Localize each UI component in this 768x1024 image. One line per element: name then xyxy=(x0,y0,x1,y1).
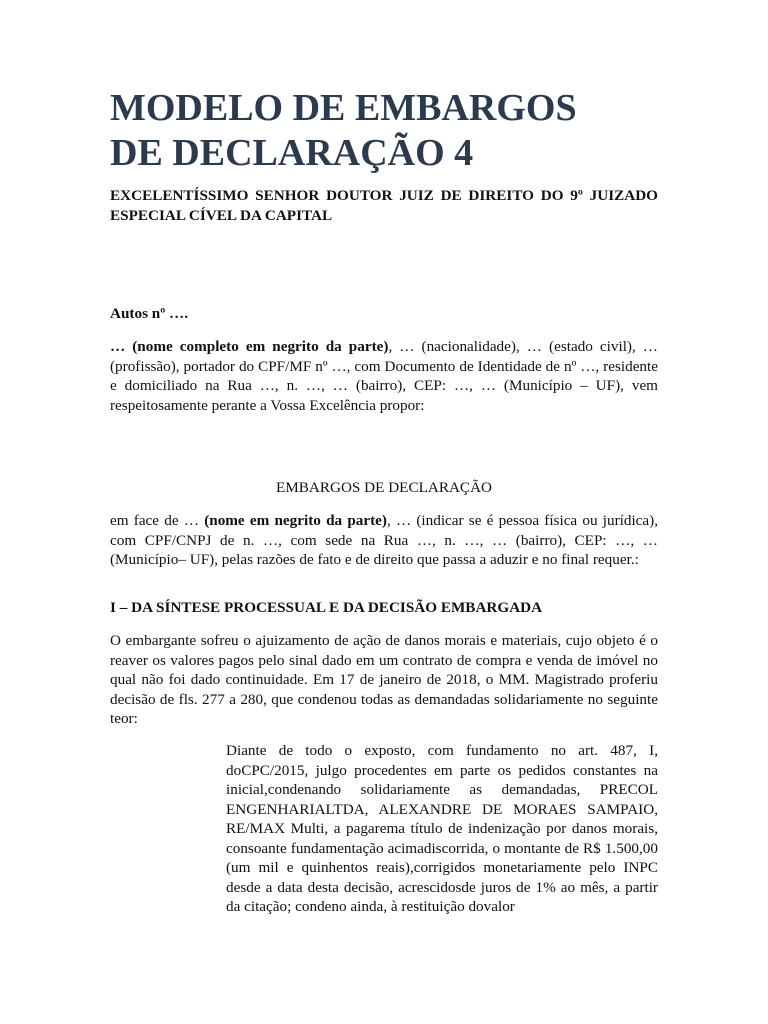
against-prefix: em face de … xyxy=(110,512,205,529)
defendant-details: , … (indicar se é pessoa física ou jurídica), com CPF/CNPJ de n. …, com sede na Rua …, n. …, … (bairro), CEP: …, … (Município– UF), pelas razões de fato e de direito que passa a aduzir e no final requer.: xyxy=(110,512,659,568)
party-name-placeholder: … (nome completo em negrito da parte) xyxy=(110,338,389,355)
addressee: EXCELENTÍSSIMO SENHOR DOUTOR JUIZ DE DIREITO DO 9º JUIZADO ESPECIAL CÍVEL DA CAPITAL xyxy=(110,187,658,224)
page-title xyxy=(110,86,670,176)
section-body: O embargante sofreu o ajuizamento de ação de danos morais e materiais, cujo objeto é o reaver os valores pagos pelo sinal dado em um contrato de compra e venda de imóvel no qual não foi dado continuidade. Em 17 de janeiro de 2018, o MM. Magistrado proferiu decisão de fls. 277 a 280, que condenou todas as demandadas solidariamente no seguinte teor: xyxy=(110,632,658,727)
defendant-qualification xyxy=(110,511,658,570)
section-heading: I – DA SÍNTESE PROCESSUAL E DA DECISÃO EMBARGADA xyxy=(110,599,543,616)
party-qualification xyxy=(110,337,658,415)
title-line-1: MODELO DE EMBARGOS xyxy=(110,87,577,129)
case-number-label: Autos nº …. xyxy=(110,305,189,322)
decision-quote: Diante de todo o exposto, com fundamento no art. 487, I, doCPC/2015, julgo procedentes em parte os pedidos constantes na inicial,condenando solidariamente as demandadas, PRECOL ENGENHARIALTDA, ALEXANDRE DE MORAES SAMPAIO, RE/MAX Multi, a pagarema título de indenização por danos morais, consoante fundamentação acimadiscorrida, o montante de R$ 1.500,00 (um mil e quinhentos reais),corrigidos monetariamente pelo INPC desde a data desta decisão, acrescidosde juros de 1% ao mês, a partir da citação; condeno ainda, à restituição dovalor xyxy=(226,742,658,915)
action-heading: EMBARGOS DE DECLARAÇÃO xyxy=(275,479,492,496)
defendant-name-placeholder: (nome em negrito da parte) xyxy=(204,512,387,529)
title-line-2: DE DECLARAÇÃO 4 xyxy=(110,132,474,174)
party-details: , … (nacionalidade), … (estado civil), … (profissão), portador do CPF/MF nº …, com Documento de Identidade de nº …, residente e domiciliado na Rua …, n. …, … (bairro), CEP: …, … (Município – UF), vem respeitosamente perante a Vossa Excelência propor: xyxy=(110,338,658,414)
case-number xyxy=(110,304,658,324)
